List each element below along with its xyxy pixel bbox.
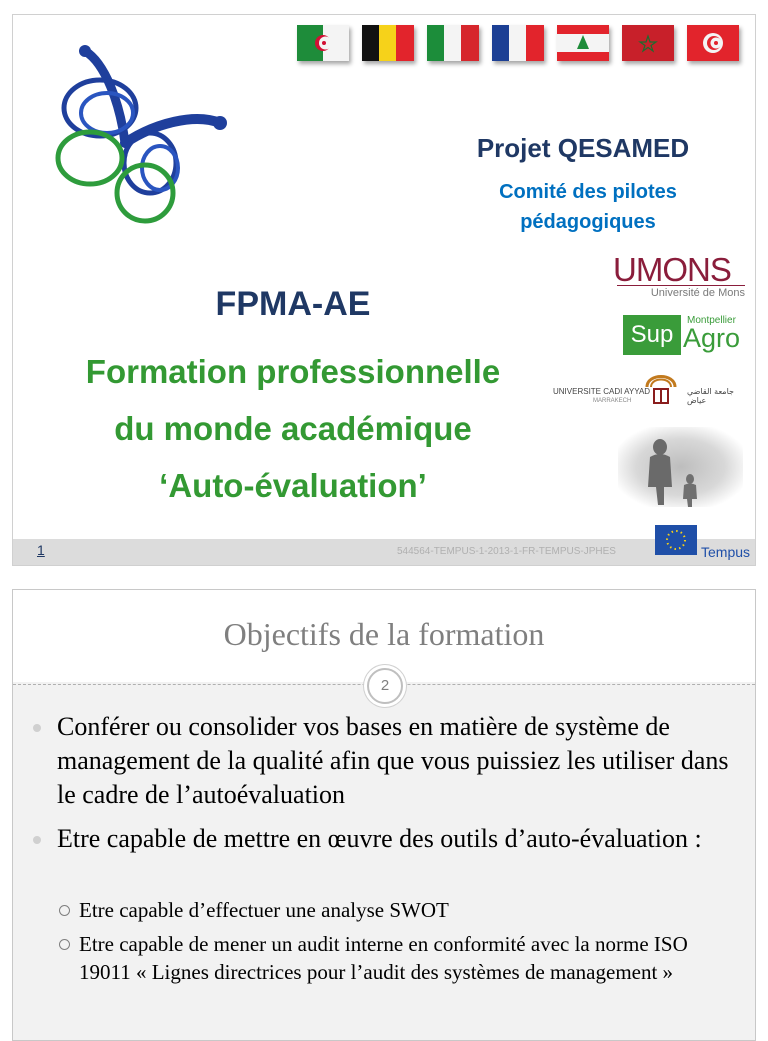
bullet-dot-icon [33, 724, 41, 732]
sub-bullet-circle-icon [59, 939, 70, 950]
flags-row [297, 25, 739, 61]
slide-title: Objectifs de la formation [223, 616, 545, 652]
bullet-text: Conférer ou consolider vos bases en matière de système de management de la qualité afin que vous puissiez les utiliser dans le cadre de l’autoévaluation [57, 712, 729, 809]
bullet-text: Etre capable de mettre en œuvre des outils d’auto-évaluation : [57, 824, 702, 853]
lebanon-flag-icon [557, 25, 609, 61]
sub-bullet-circle-icon [59, 905, 70, 916]
belgium-flag-icon [362, 25, 414, 61]
eu-flag-icon [655, 525, 697, 555]
supagro-agro: Agro [683, 323, 741, 353]
project-code: 544564-TEMPUS-1-2013-1-FR-TEMPUS-JPHES [397, 546, 616, 557]
cadi-ayyad-logo [553, 367, 753, 407]
tunisia-flag-icon [687, 25, 739, 61]
supagro-logo [623, 315, 743, 361]
france-flag-icon [492, 25, 544, 61]
course-title-line-2: du monde académique [114, 410, 472, 447]
page-number-badge [367, 668, 403, 704]
supagro-sup: Sup [623, 315, 681, 355]
course-code: FPMA-AE [215, 285, 371, 323]
page-number: 2 [380, 677, 390, 694]
supagro-city: Montpellier [687, 315, 736, 326]
course-title-line-1: Formation professionnelle [85, 353, 501, 390]
tempus-logo-text: Tempus [701, 544, 751, 560]
project-title: Projet QESAMED [476, 133, 690, 163]
italy-flag-icon [427, 25, 479, 61]
cadi-emblem-icon [643, 367, 679, 405]
objectives-slide [12, 589, 756, 1041]
sub-bullet-text: Etre capable de mener un audit interne en conformité avec la norme ISO 19011 « Lignes directrices pour l’audit des systèmes de management » [79, 932, 688, 984]
committee-line-1: Comité des pilotes [499, 181, 677, 203]
umons-wordmark: UMONS [613, 251, 731, 288]
course-title-line-3: ‘Auto-évaluation’ [159, 467, 427, 504]
slide-footer [13, 539, 755, 565]
bullet-dot-icon [33, 836, 41, 844]
cadi-name: UNIVERSITE CADI AYYAD [553, 387, 651, 396]
sub-bullet-text: Etre capable d’effectuer une analyse SWOT [79, 898, 449, 922]
cadi-city: MARRAKECH [593, 398, 632, 404]
algeria-flag-icon [297, 25, 349, 61]
umons-subtitle: Université de Mons [617, 285, 745, 299]
cadi-arabic-name: جامعة القاضي عياض [687, 387, 734, 405]
umons-logo [613, 253, 745, 299]
morocco-flag-icon [622, 25, 674, 61]
title-slide [12, 14, 756, 566]
qesamed-butterfly-logo-icon [45, 43, 245, 237]
parent-child-photo [618, 427, 743, 507]
committee-subtitle [463, 177, 713, 237]
course-title [53, 343, 533, 514]
committee-line-2: pédagogiques [520, 211, 656, 233]
slide-number-link[interactable]: 1 [37, 542, 45, 558]
